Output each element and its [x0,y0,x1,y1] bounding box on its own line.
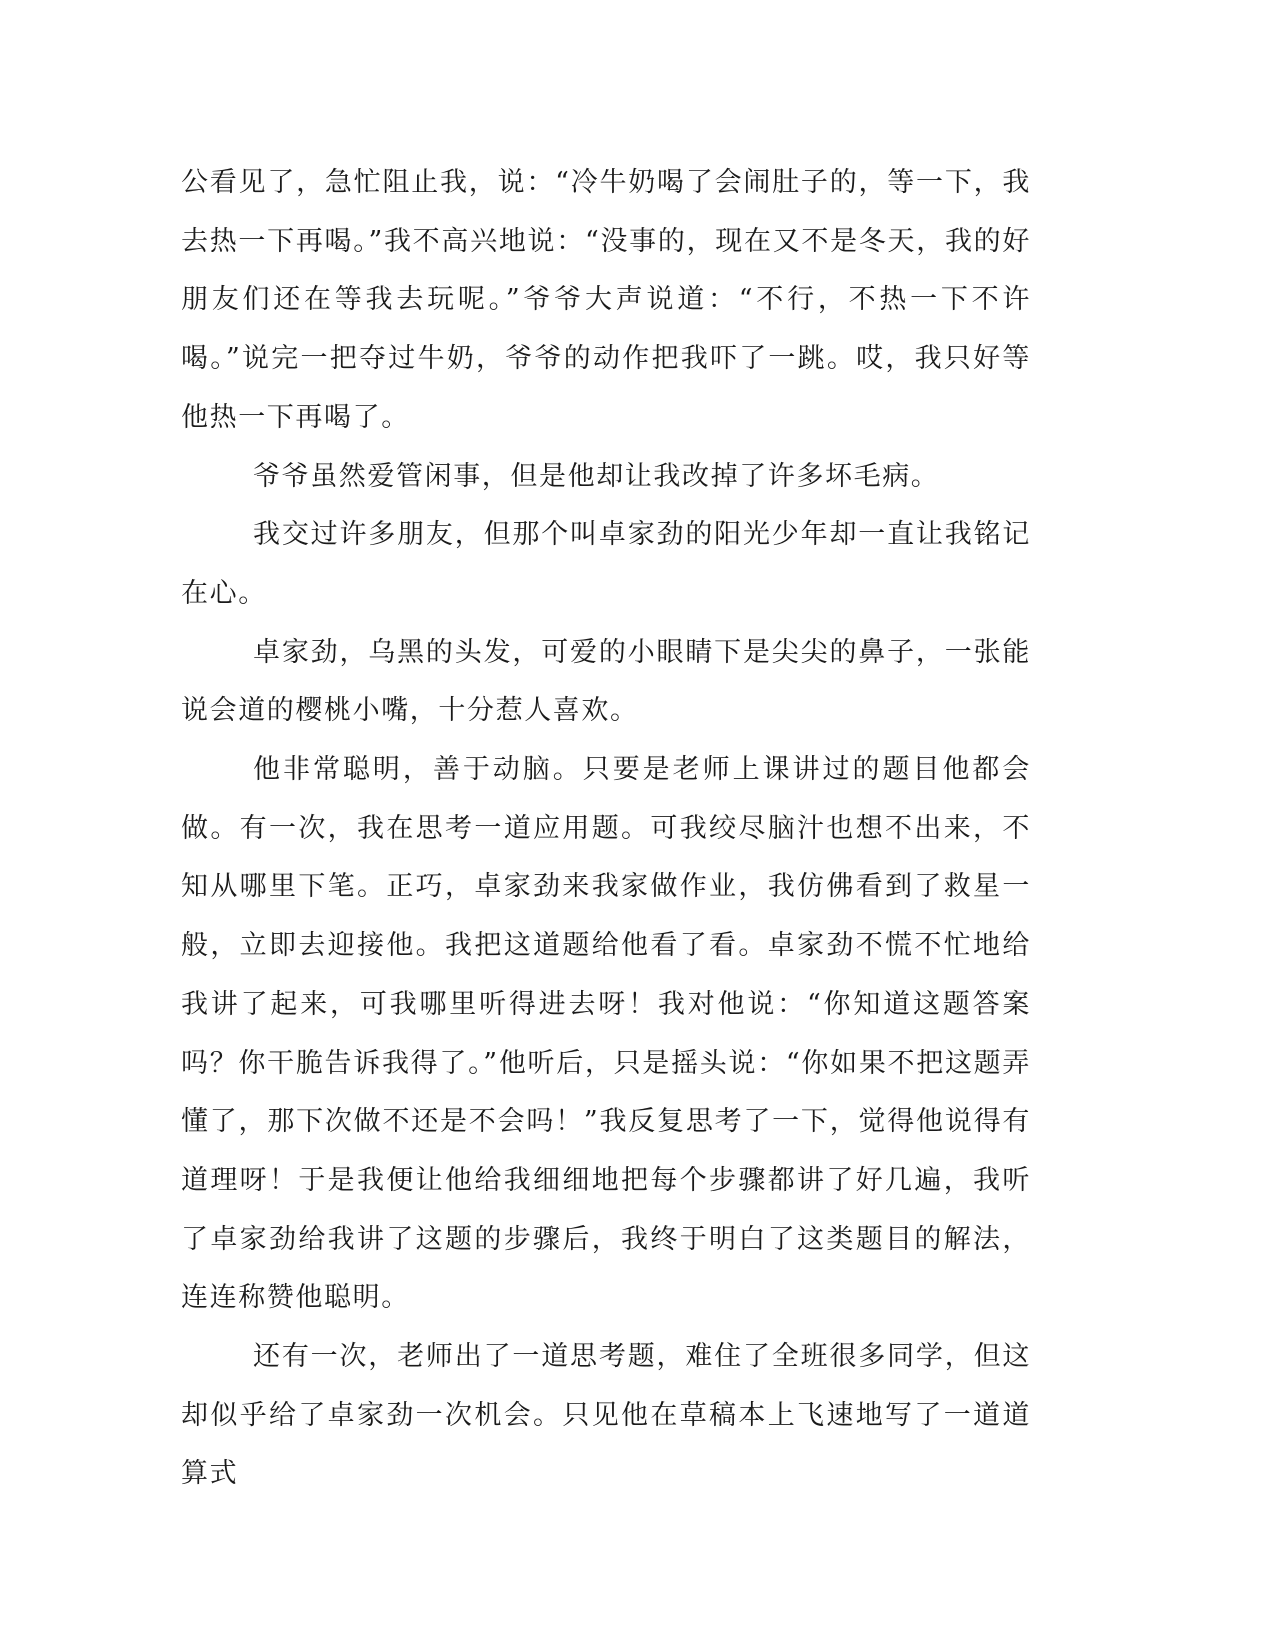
body-text [181,154,1031,1504]
paragraph: 我交过许多朋友，但那个叫卓家劲的阳光少年却一直让我铭记在心。 [181,519,1031,609]
paragraph: 卓家劲，乌黑的头发，可爱的小眼睛下是尖尖的鼻子，一张能说会道的樱桃小嘴，十分惹人喜欢。 [181,636,1031,727]
paragraph-continued: 公看见了，急忙阻止我，说：“冷牛奶喝了会闹肚子的，等一下，我去热一下再喝。”我不高兴地说：“没事的，现在又不是冬天，我的好朋友们还在等我去玩呢。”爷爷大声说道：“不行，不热一下不许喝。”说完一把夺过牛奶，爷爷的动作把我吓了一跳。哎，我只好等他热一下再喝了。 [181,167,1031,433]
paragraph: 他非常聪明，善于动脑。只要是老师上课讲过的题目他都会做。有一次，我在思考一道应用题。可我绞尽脑汁也想不出来，不知从哪里下笔。正巧，卓家劲来我家做作业，我仿佛看到了救星一般，立即去迎接他。我把这道题给他看了看。卓家劲不慌不忙地给我讲了起来，可我哪里听得进去呀！我对他说：“你知道这题答案吗？你干脆告诉我得了。”他听后，只是摇头说：“你如果不把这题弄懂了，那下次做不还是不会吗！”我反复思考了一下，觉得他说得有道理呀！于是我便让他给我细细地把每个步骤都讲了好几遍，我听了卓家劲给我讲了这题的步骤后，我终于明白了这类题目的解法，连连称赞他聪明。 [181,754,1031,1314]
paragraph: 爷爷虽然爱管闲事，但是他却让我改掉了许多坏毛病。 [253,460,940,492]
paragraph: 还有一次，老师出了一道思考题，难住了全班很多同学，但这却似乎给了卓家劲一次机会。只见他在草稿本上飞速地写了一道道算式 [181,1341,1031,1490]
